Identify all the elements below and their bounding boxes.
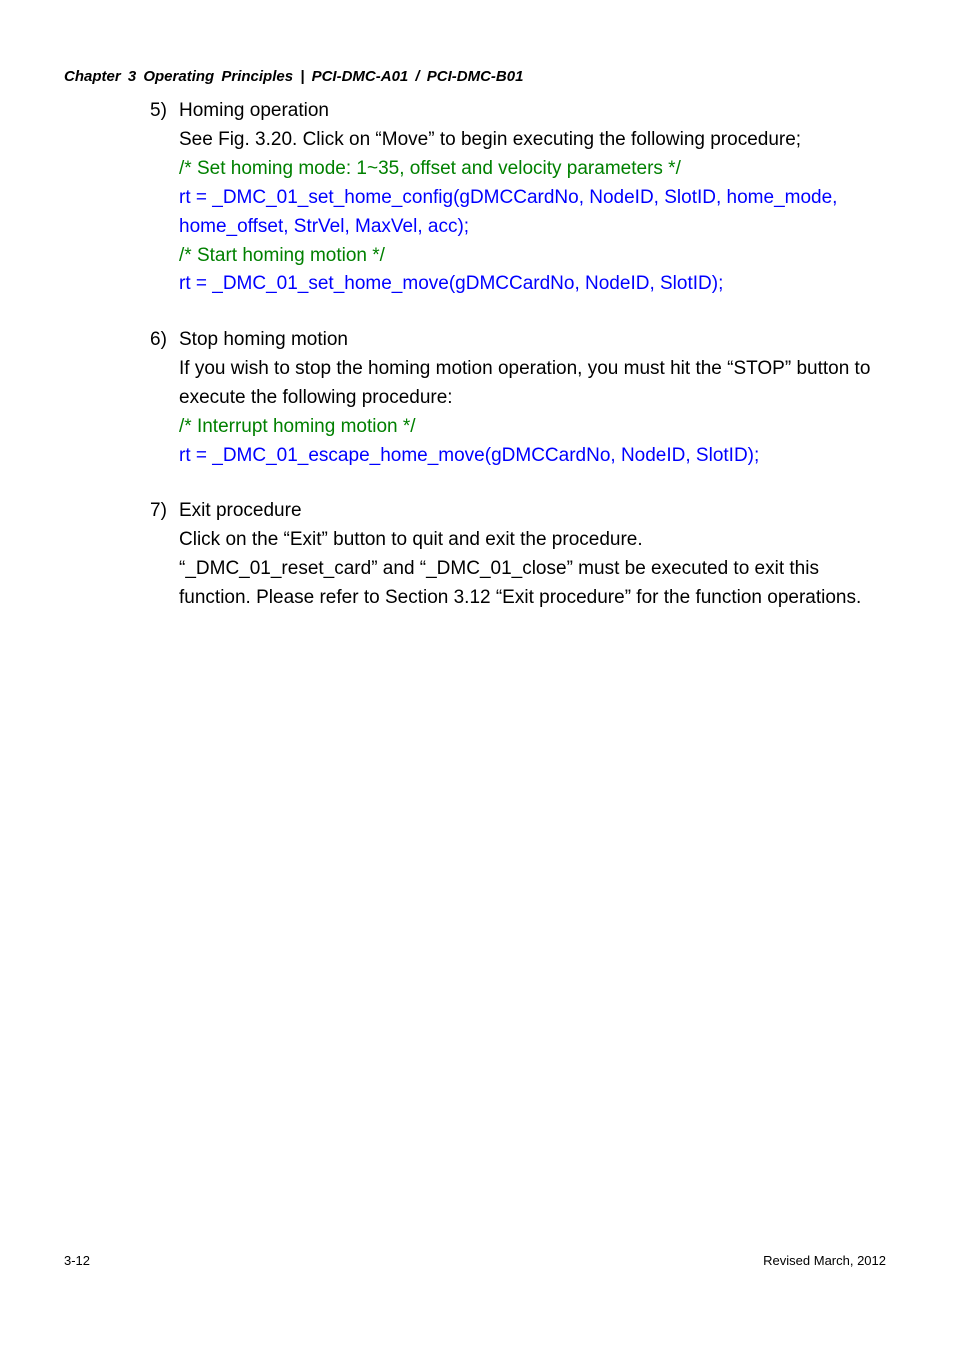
code-comment: /* Interrupt homing motion */ xyxy=(179,416,416,437)
body-text: See Fig. 3.20. Click on “Move” to begin executing the following procedure; xyxy=(179,129,802,150)
code-line: home_offset, StrVel, MaxVel, acc); xyxy=(179,216,470,237)
body-text: Click on the “Exit” button to quit and exit the procedure. xyxy=(179,529,643,550)
section-number: 6) xyxy=(150,329,167,350)
section-title: Stop homing motion xyxy=(179,329,348,350)
section-title: Homing operation xyxy=(179,100,329,121)
code-line: rt = _DMC_01_set_home_config(gDMCCardNo, NodeID, SlotID, home_mode, xyxy=(179,187,838,208)
body-text: “_DMC_01_reset_card” and “_DMC_01_close” must be executed to exit this xyxy=(179,558,819,579)
section-number: 5) xyxy=(150,100,167,121)
body-text: If you wish to stop the homing motion operation, you must hit the “STOP” button to xyxy=(179,358,871,379)
revision-date: Revised March, 2012 xyxy=(763,1253,886,1268)
code-line: rt = _DMC_01_set_home_move(gDMCCardNo, NodeID, SlotID); xyxy=(179,273,724,294)
section-number: 7) xyxy=(150,500,167,521)
chapter-header: Chapter 3 Operating Principles | PCI-DMC-A01 / PCI-DMC-B01 xyxy=(64,68,524,85)
body-text: function. Please refer to Section 3.12 “Exit procedure” for the function operations. xyxy=(179,587,862,608)
code-comment: /* Set homing mode: 1~35, offset and velocity parameters */ xyxy=(179,158,681,179)
page-number: 3-12 xyxy=(64,1253,91,1268)
body-text: execute the following procedure: xyxy=(179,387,453,408)
code-line: rt = _DMC_01_escape_home_move(gDMCCardNo, NodeID, SlotID); xyxy=(179,445,760,466)
code-comment: /* Start homing motion */ xyxy=(179,245,385,266)
section-title: Exit procedure xyxy=(179,500,302,521)
